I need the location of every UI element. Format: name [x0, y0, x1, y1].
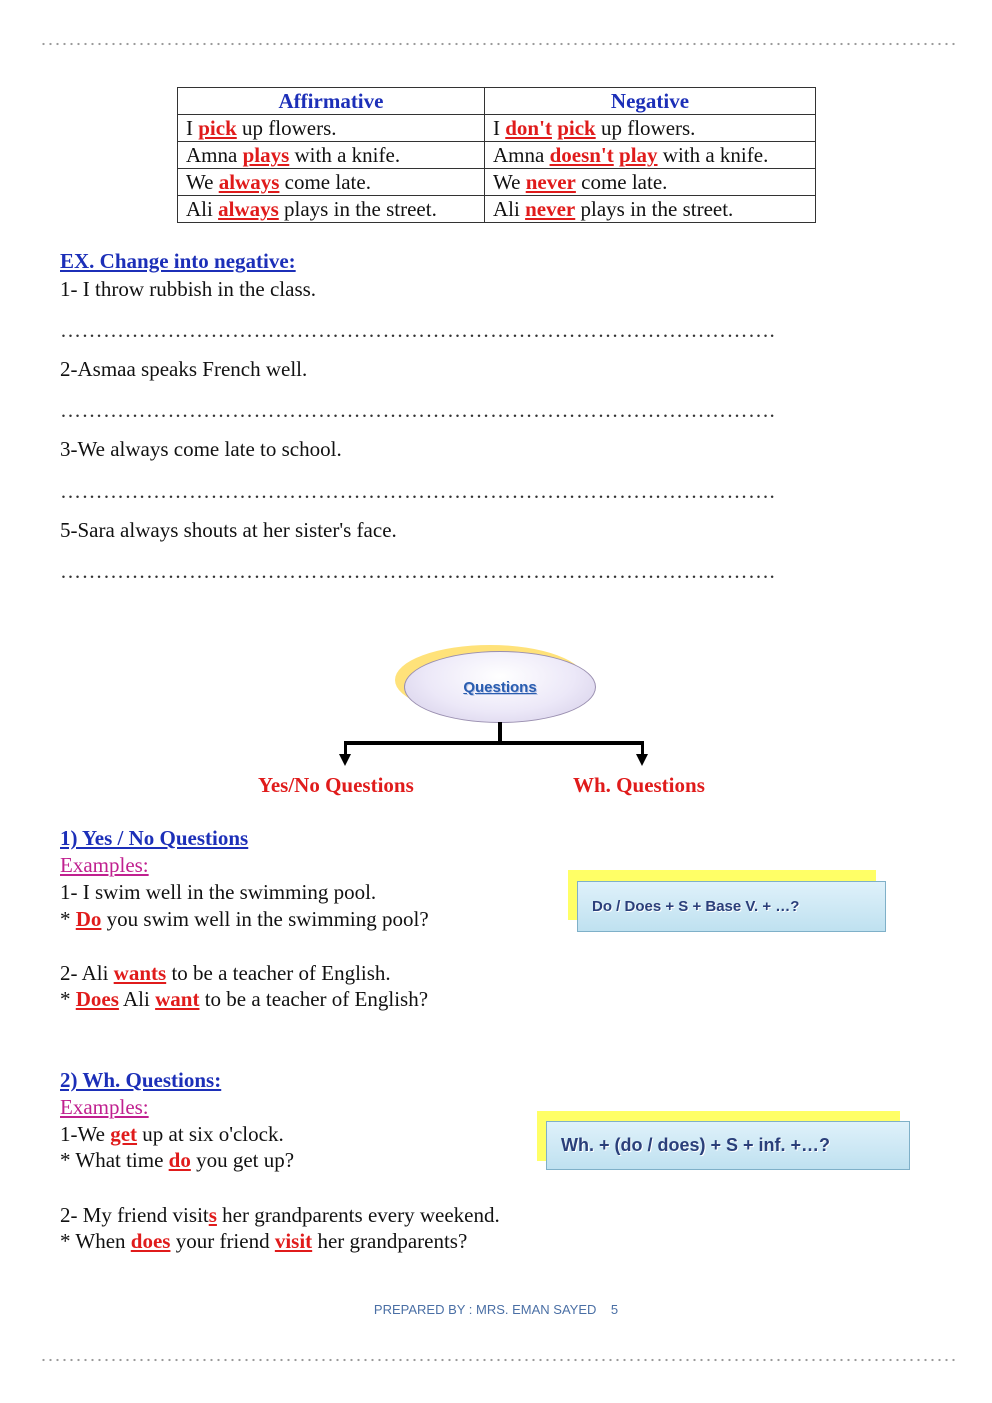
- example-question: * Do you swim well in the swimming pool?: [60, 907, 429, 931]
- example-sentence: 1-We get up at six o'clock.: [60, 1122, 284, 1146]
- table-row: [178, 142, 816, 169]
- example-question: * When does your friend visit her grandparents?: [60, 1229, 468, 1253]
- table-row: [178, 115, 816, 142]
- table-header-row: [178, 88, 816, 115]
- neg-cell: Amna doesn't play with a knife.: [485, 142, 816, 169]
- diagram-left-drop: [344, 741, 347, 755]
- page-number: 5: [610, 1302, 619, 1317]
- example-sentence: 2- Ali wants to be a teacher of English.: [60, 961, 391, 985]
- exercise-item: 1- I throw rubbish in the class.: [60, 277, 317, 301]
- diagram-right-drop: [641, 741, 644, 755]
- header-negative: Negative: [485, 88, 816, 115]
- neg-cell: I don't pick up flowers.: [485, 115, 816, 142]
- answer-line[interactable]: ……………………………………………………………………………………….: [60, 318, 776, 342]
- answer-line[interactable]: ……………………………………………………………………………………….: [60, 398, 776, 422]
- left-arrow-icon: [339, 754, 351, 766]
- yesno-formula-box: Do / Does + S + Base V. + …?: [577, 881, 886, 932]
- neg-cell: Ali never plays in the street.: [485, 196, 816, 223]
- aff-cell: We always come late.: [178, 169, 485, 196]
- neg-cell: We never come late.: [485, 169, 816, 196]
- answer-line[interactable]: ……………………………………………………………………………………….: [60, 559, 776, 583]
- footer: [0, 1302, 992, 1317]
- header-affirmative: Affirmative: [178, 88, 485, 115]
- example-sentence: 1- I swim well in the swimming pool.: [60, 880, 377, 904]
- answer-line[interactable]: ……………………………………………………………………………………….: [60, 479, 776, 503]
- exercise-item: 2-Asmaa speaks French well.: [60, 357, 308, 381]
- exercise-item: 5-Sara always shouts at her sister's face.: [60, 518, 397, 542]
- questions-oval: [404, 651, 596, 723]
- table-row: [178, 169, 816, 196]
- diagram-crossbar: [344, 741, 644, 745]
- right-arrow-icon: [636, 754, 648, 766]
- example-question: * What time do you get up?: [60, 1148, 295, 1172]
- wh-title: 2) Wh. Questions:: [60, 1068, 222, 1092]
- aff-cell: Ali always plays in the street.: [178, 196, 485, 223]
- bottom-border: [40, 1358, 955, 1362]
- exercise-item: 3-We always come late to school.: [60, 437, 342, 461]
- wh-formula-box: Wh. + (do / does) + S + inf. +…?: [546, 1121, 910, 1170]
- comparison-table: [177, 87, 816, 223]
- top-border: [40, 42, 955, 46]
- aff-cell: Amna plays with a knife.: [178, 142, 485, 169]
- questions-label: Questions: [463, 678, 537, 696]
- example-question: * Does Ali want to be a teacher of English?: [60, 987, 429, 1011]
- example-sentence: 2- My friend visits her grandparents every weekend.: [60, 1203, 500, 1227]
- exercise-title: EX. Change into negative:: [60, 249, 296, 273]
- wh-label: Wh. Questions: [573, 773, 705, 797]
- examples-label: Examples:: [60, 1095, 149, 1119]
- footer-prepared-by: PREPARED BY : MRS. EMAN SAYED: [373, 1302, 597, 1317]
- examples-label: Examples:: [60, 853, 149, 877]
- table-row: [178, 196, 816, 223]
- yesno-title: 1) Yes / No Questions: [60, 826, 249, 850]
- aff-cell: I pick up flowers.: [178, 115, 485, 142]
- yes-no-label: Yes/No Questions: [258, 773, 414, 797]
